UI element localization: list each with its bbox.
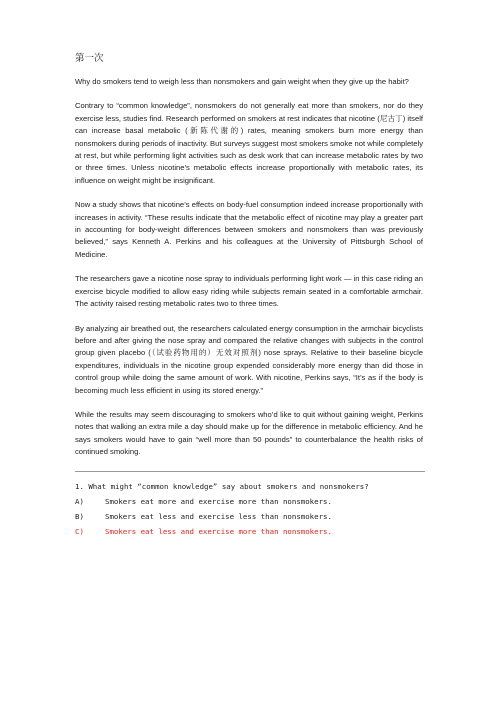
option-b-text: Smokers eat less and exercise less than nonsmokers. — [105, 511, 332, 521]
section-heading: 第一次 — [75, 53, 104, 64]
option-c-letter: C) — [75, 526, 84, 536]
paragraph-2: Contrary to “common knowledge”, nonsmokers do not generally eat more than smokers, nor do they exercise less, studies find. Research performed on smokers at rest indicates that nicotine (尼古丁) itself can increase basal metabolic (新陈代谢的) rates, meaning smokers burn more energy than nonsmokers during periods of inactivity. But surveys suggest most smokers smoke not while completely at rest, but while performing light activities such as desk work that can increase metabolic rates by two or three times. Unless nicotine’s metabolic effects increase proportionally with metabolic rates, its influence on weight might be insignificant. — [75, 101, 423, 185]
option-a-letter: A) — [75, 496, 84, 506]
section-divider — [75, 471, 425, 472]
paragraph-3: Now a study shows that nicotine’s effects on body-fuel consumption indeed increase proportionally with increases in activity. “These results indicate that the metabolic effect of nicotine may play a greater part in accounting for body-weight differences between smokers and nonsmokers than was previously believed,” says Kenneth A. Perkins and his colleagues at the University of Pittsburgh School of Medicine. — [75, 200, 423, 259]
option-b — [75, 510, 423, 523]
option-b-letter: B) — [75, 511, 84, 521]
option-c-answer — [75, 525, 423, 538]
option-c-text: Smokers eat less and exercise more than nonsmokers. — [105, 526, 332, 536]
paragraph-4: The researchers gave a nicotine nose spray to individuals performing light work — in this case riding an exercise bicycle modified to allow easy riding while subjects remain seated in a comfortable armchair. The activity raised resting metabolic rates two to three times. — [75, 274, 423, 309]
paragraph-1: Why do smokers tend to weigh less than nonsmokers and gain weight when they give up the habit? — [75, 77, 409, 86]
question-text: 1. What might “common knowledge” say about smokers and nonsmokers? — [75, 481, 369, 491]
document-content — [75, 52, 423, 540]
paragraph-6: While the results may seem discouraging to smokers who’d like to quit without gaining weight, Perkins notes that walking an extra mile a day should make up for the difference in metabolic efficiency. And he says smokers would have to gain “well more than 50 pounds” to counterbalance the health risks of continued smoking. — [75, 409, 423, 457]
paragraph-5: By analyzing air breathed out, the researchers calculated energy consumption in the armchair bicyclists before and after giving the nose spray and compared the relative changes with subjects in the control group given placebo (（试验药物用的）无效对照剂) nose sprays. Relative to their baseline bicycle expenditures, individuals in the nicotine group expended considerably more energy than did those in control group while doing the same amount of work. With nicotine, Perkins says, “It’s as if the body is becoming much less efficient in using its stored energy.” — [75, 323, 423, 395]
option-a — [75, 495, 423, 508]
option-a-text: Smokers eat more and exercise more than nonsmokers. — [105, 496, 332, 506]
